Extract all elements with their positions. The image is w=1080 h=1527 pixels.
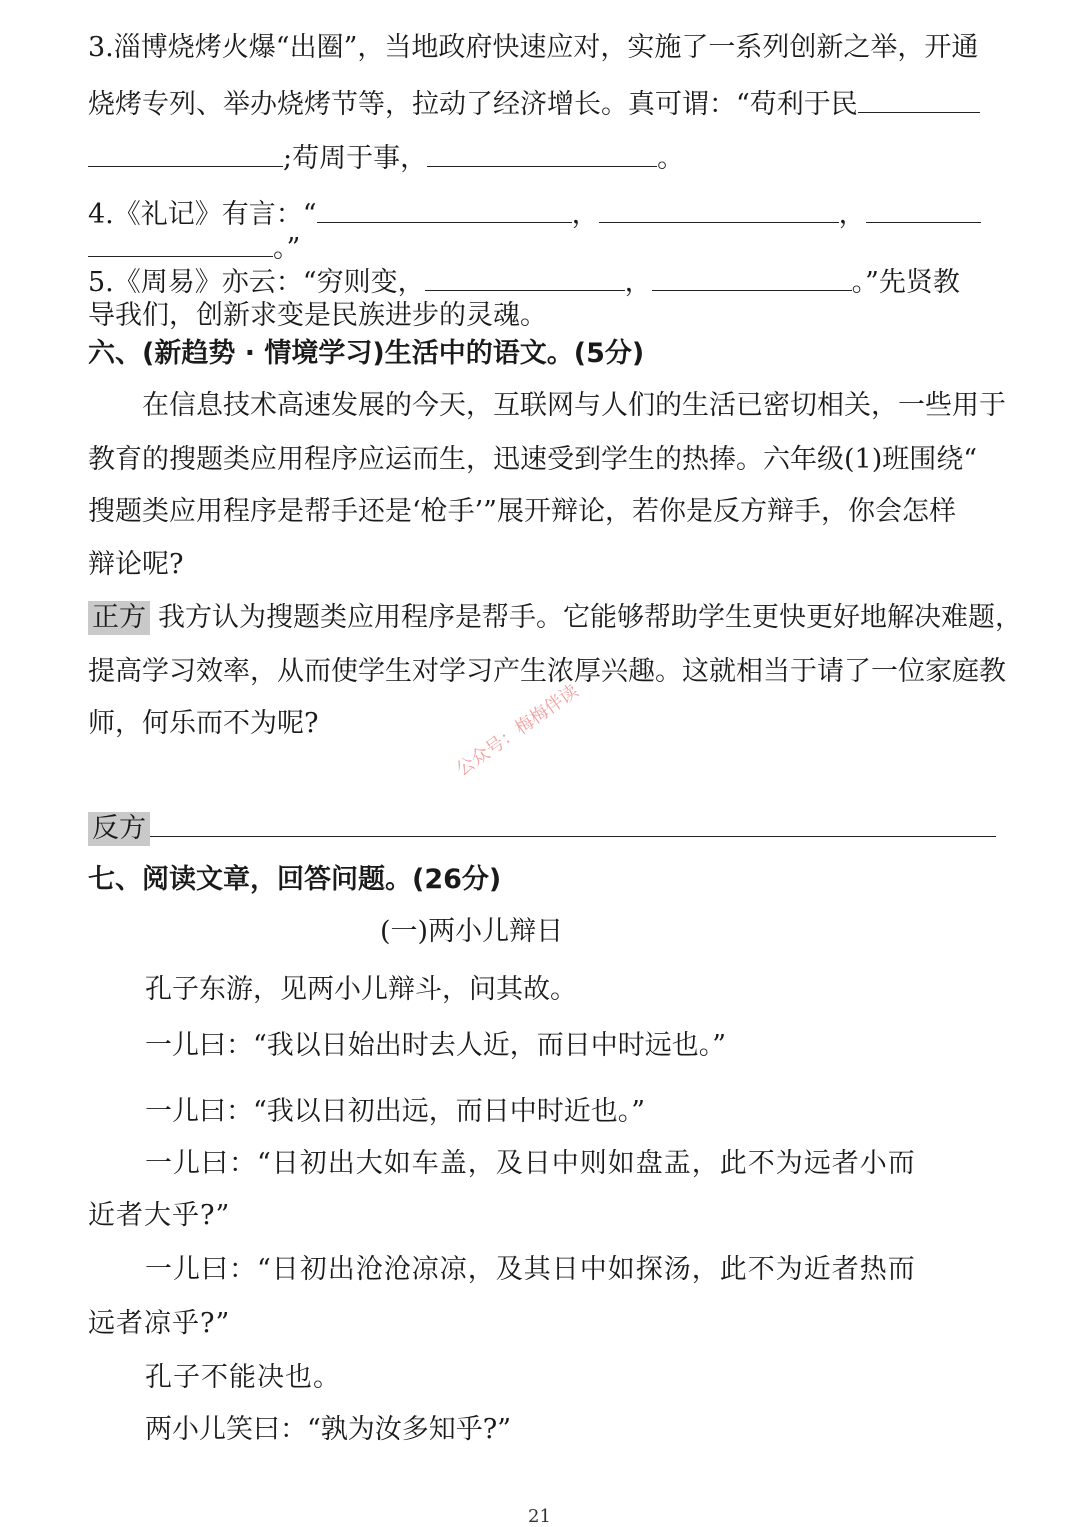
pro-line3: 师，何乐而不为呢? xyxy=(88,708,319,739)
section6-heading: 六、(新趋势 · 情境学习)生活中的语文。(5分) xyxy=(88,338,645,369)
q5-text: 5.《周易》亦云：“穷则变， xyxy=(88,267,425,298)
answer-blank[interactable] xyxy=(652,260,852,291)
passage-title: (一)两小儿辩日 xyxy=(380,916,564,947)
q3-line2 xyxy=(88,82,1000,125)
passage-line: 孔子东游，见两小儿辩斗，问其故。 xyxy=(145,974,577,1005)
q3-text: ;苟周于事， xyxy=(283,143,428,174)
passage-line: 一儿曰：“日初出沧沧凉凉，及其日中如探汤，此不为近者热而 xyxy=(145,1254,916,1285)
section7-heading: 七、阅读文章，回答问题。(26分) xyxy=(88,864,502,895)
answer-blank[interactable] xyxy=(88,226,273,257)
q5-line2: 导我们，创新求变是民族进步的灵魂。 xyxy=(88,300,547,331)
q4-text: ， xyxy=(571,199,599,230)
passage-line: 孔子不能决也。 xyxy=(145,1362,341,1393)
answer-blank[interactable] xyxy=(858,82,980,113)
passage-line: 两小儿笑曰：“孰为汝多知乎?” xyxy=(145,1414,512,1445)
answer-blank[interactable] xyxy=(866,192,981,223)
passage-line: 一儿曰：“我以日始出时去人近，而日中时远也。” xyxy=(145,1030,727,1061)
passage-line: 远者凉乎?” xyxy=(88,1308,231,1339)
q3-line1: 3.淄博烧烤火爆“出圈”，当地政府快速应对，实施了一系列创新之举，开通 xyxy=(88,32,979,63)
pro-line1 xyxy=(88,598,1022,638)
s6-para-line: 在信息技术高速发展的今天，互联网与人们的生活已密切相关，一些用于 xyxy=(142,390,1006,421)
answer-blank[interactable] xyxy=(88,136,283,167)
q3-line3 xyxy=(88,136,1000,179)
con-line xyxy=(88,806,1000,849)
q3-text: 。 xyxy=(657,143,685,174)
s6-para-line: 教育的搜题类应用程序应运而生，迅速受到学生的热捧。六年级(1)班围绕“ xyxy=(88,444,978,475)
page-number: 21 xyxy=(528,1506,551,1527)
q5-text: 。”先贤教 xyxy=(851,267,960,298)
q5-text: ， xyxy=(624,267,652,298)
passage-line: 一儿曰：“我以日初出远，而日中时近也。” xyxy=(145,1096,646,1127)
watermark: 公众号：梅梅伴读 xyxy=(452,680,583,781)
q4-text: 4.《礼记》有言：“ xyxy=(88,199,317,230)
answer-blank[interactable] xyxy=(427,136,657,167)
passage-line: 一儿曰：“日初出大如车盖，及日中则如盘盂，此不为远者小而 xyxy=(145,1148,916,1179)
pro-label: 正方 xyxy=(88,601,150,635)
q4-text: ， xyxy=(838,199,866,230)
con-answer-blank[interactable] xyxy=(150,806,996,837)
q4-text: 。” xyxy=(273,233,301,264)
passage-line: 近者大乎?” xyxy=(88,1200,231,1231)
answer-blank[interactable] xyxy=(425,260,625,291)
pro-line2: 提高学习效率，从而使学生对学习产生浓厚兴趣。这就相当于请了一位家庭教 xyxy=(88,656,1006,687)
answer-blank[interactable] xyxy=(317,192,572,223)
q3-text: 烧烤专列、举办烧烤节等，拉动了经济增长。真可谓：“苟利于民 xyxy=(88,89,858,120)
answer-blank[interactable] xyxy=(599,192,839,223)
con-label: 反方 xyxy=(88,812,150,846)
pro-text: 我方认为搜题类应用程序是帮手。它能够帮助学生更快更好地解决难题， xyxy=(158,602,1022,633)
s6-para-line: 辩论呢? xyxy=(88,549,184,580)
s6-para-line: 搜题类应用程序是帮手还是‘枪手’”展开辩论，若你是反方辩手，你会怎样 xyxy=(88,496,956,527)
